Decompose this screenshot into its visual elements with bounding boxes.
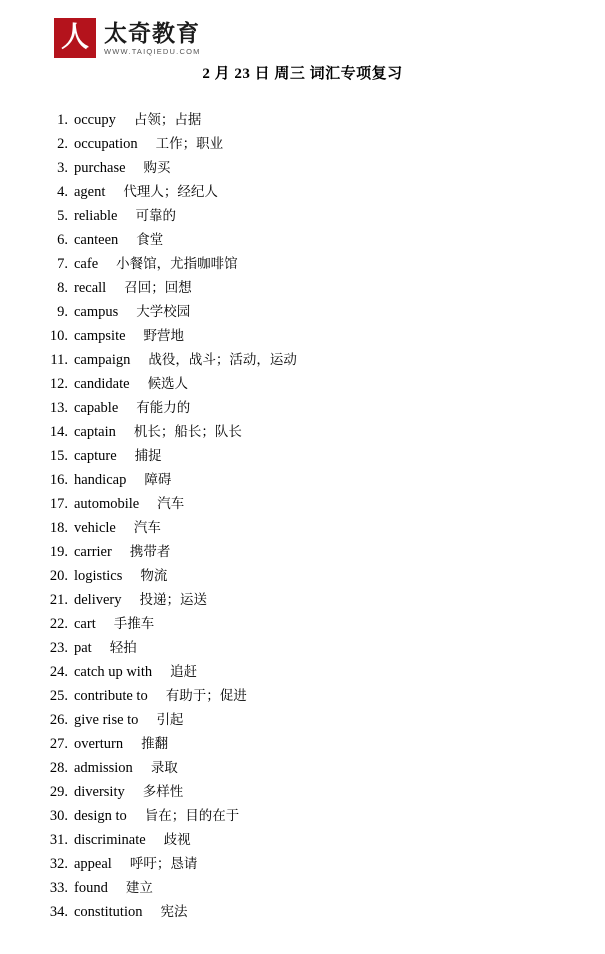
list-item [38,732,585,756]
list-item-definition: 手推车 [113,616,155,632]
page-title: 2 月 23 日 周三 词汇专项复习 [202,66,403,82]
list-item-number: 19. [49,544,68,560]
list-item-word: canteen [74,232,119,248]
list-item-number: 25. [49,688,68,704]
list-item-definition: 歧视 [163,832,191,848]
list-item-word: candidate [74,376,130,392]
list-item-definition: 代理人；经纪人 [123,184,218,200]
list-item-word: diversity [74,784,125,800]
list-item-word: contribute to [74,688,148,704]
list-item-number: 27. [49,736,68,752]
list-item-definition: 可靠的 [135,208,176,224]
logo-mark-icon [54,18,96,58]
list-item [38,252,585,276]
list-item-definition: 召回；回想 [124,280,192,296]
list-item-definition: 物流 [140,568,168,584]
list-item-word: give rise to [74,712,139,728]
list-item [38,516,585,540]
list-item [38,372,585,396]
list-item [38,852,585,876]
list-item [38,108,585,132]
list-item-number: 21. [49,592,68,608]
list-item-definition: 宪法 [160,904,188,920]
list-item-word: pat [74,640,92,656]
list-item-definition: 有助于；促进 [165,688,247,704]
brand-text [104,20,201,57]
list-item-definition: 携带者 [129,544,171,560]
list-item-definition: 汽车 [133,520,161,536]
list-item-number: 2. [57,136,68,152]
list-item-definition: 轻拍 [109,640,137,656]
list-item [38,156,585,180]
list-item-number: 26. [49,712,68,728]
list-item-word: vehicle [74,520,116,536]
list-item [38,708,585,732]
list-item-word: agent [74,184,106,200]
list-item-word: catch up with [74,664,153,680]
list-item [38,828,585,852]
list-item-number: 6. [57,232,68,248]
list-item-number: 20. [49,568,68,584]
list-item-number: 14. [49,424,68,440]
list-item-number: 8. [57,280,68,296]
list-item-word: logistics [74,568,123,584]
list-item [38,180,585,204]
list-item [38,324,585,348]
list-item-word: discriminate [74,832,146,848]
list-item-number: 13. [49,400,68,416]
brand-logo [54,18,201,58]
brand-url: WWW.TAIQIEDU.COM [104,46,201,56]
list-item-definition: 候选人 [147,376,189,392]
list-item-word: design to [74,808,127,824]
list-item-word: campsite [74,328,126,344]
list-item-number: 29. [49,784,68,800]
list-item-definition: 有能力的 [136,400,191,416]
list-item-word: occupy [74,112,116,128]
list-item-word: overturn [74,736,124,752]
list-item-number: 3. [57,160,68,176]
list-item [38,132,585,156]
list-item-number: 28. [49,760,68,776]
list-item-number: 15. [49,448,68,464]
list-item-definition: 野营地 [143,328,185,344]
list-item-definition: 食堂 [136,232,164,248]
list-item-number: 9. [57,304,68,320]
list-item [38,588,585,612]
list-item-definition: 障碍 [144,472,172,488]
list-item-word: campus [74,304,119,320]
list-item-word: capable [74,400,119,416]
list-item [38,276,585,300]
list-item-word: occupation [74,136,138,152]
list-item-word: cafe [74,256,99,272]
list-item [38,636,585,660]
list-item [38,300,585,324]
list-item-number: 4. [57,184,68,200]
list-item-definition: 多样性 [142,784,184,800]
list-item-definition: 引起 [156,712,184,728]
list-item-definition: 旨在；目的在于 [144,808,240,824]
list-item-word: recall [74,280,107,296]
list-item [38,756,585,780]
list-item [38,780,585,804]
list-item-definition: 小餐馆，尤指咖啡馆 [116,256,238,272]
list-item-word: delivery [74,592,122,608]
list-item-number: 10. [49,328,68,344]
list-item-number: 16. [49,472,68,488]
list-item-word: cart [74,616,96,632]
list-item [38,420,585,444]
list-item [38,684,585,708]
list-item-definition: 购买 [143,160,171,176]
list-item-number: 12. [49,376,68,392]
list-item-word: purchase [74,160,126,176]
list-item-number: 31. [49,832,68,848]
list-item-definition: 推翻 [141,736,169,752]
list-item [38,468,585,492]
list-item [38,660,585,684]
list-item-definition: 工作；职业 [155,136,224,152]
list-item [38,612,585,636]
list-item-number: 23. [49,640,68,656]
list-item-definition: 呼吁；恳请 [129,856,198,872]
list-item [38,492,585,516]
list-item-number: 17. [49,496,68,512]
list-item-number: 30. [49,808,68,824]
list-item-word: found [74,880,108,896]
list-item-definition: 大学校园 [136,304,191,320]
list-item-definition: 机长；船长；队长 [133,424,242,440]
list-item-definition: 建立 [125,880,153,896]
list-item-word: reliable [74,208,118,224]
list-item [38,396,585,420]
list-item-word: constitution [74,904,143,920]
list-item-word: appeal [74,856,112,872]
list-item-definition: 占领；占据 [133,112,202,128]
list-item-definition: 录取 [150,760,178,776]
logo-glyph: 人 [60,22,89,53]
list-item-word: campaign [74,352,131,368]
list-item-number: 7. [57,256,68,272]
list-item-definition: 追赶 [170,664,198,680]
list-item-word: handicap [74,472,127,488]
list-item [38,804,585,828]
list-item-definition: 战役，战斗；活动，运动 [148,352,297,368]
list-item-definition: 捕捉 [134,448,162,464]
list-item-word: automobile [74,496,140,512]
list-item-number: 24. [49,664,68,680]
list-item-number: 1. [57,112,68,128]
list-item [38,228,585,252]
list-item-definition: 汽车 [157,496,185,512]
list-item-word: carrier [74,544,112,560]
list-item [38,204,585,228]
list-item-word: captain [74,424,116,440]
list-item [38,348,585,372]
list-item-word: admission [74,760,133,776]
list-item [38,540,585,564]
brand-name: 太奇教育 [104,19,200,46]
list-item-number: 22. [49,616,68,632]
list-item-number: 11. [50,352,68,368]
list-item-number: 5. [57,208,68,224]
list-item-word: capture [74,448,117,464]
list-item-number: 32. [49,856,68,872]
list-item-number: 18. [49,520,68,536]
list-item-number: 34. [49,904,68,920]
list-item [38,444,585,468]
list-item-definition: 投递；运送 [139,592,208,608]
list-item [38,564,585,588]
vocabulary-list [38,108,585,924]
list-item-number: 33. [49,880,68,896]
list-item [38,900,585,924]
list-item [38,876,585,900]
